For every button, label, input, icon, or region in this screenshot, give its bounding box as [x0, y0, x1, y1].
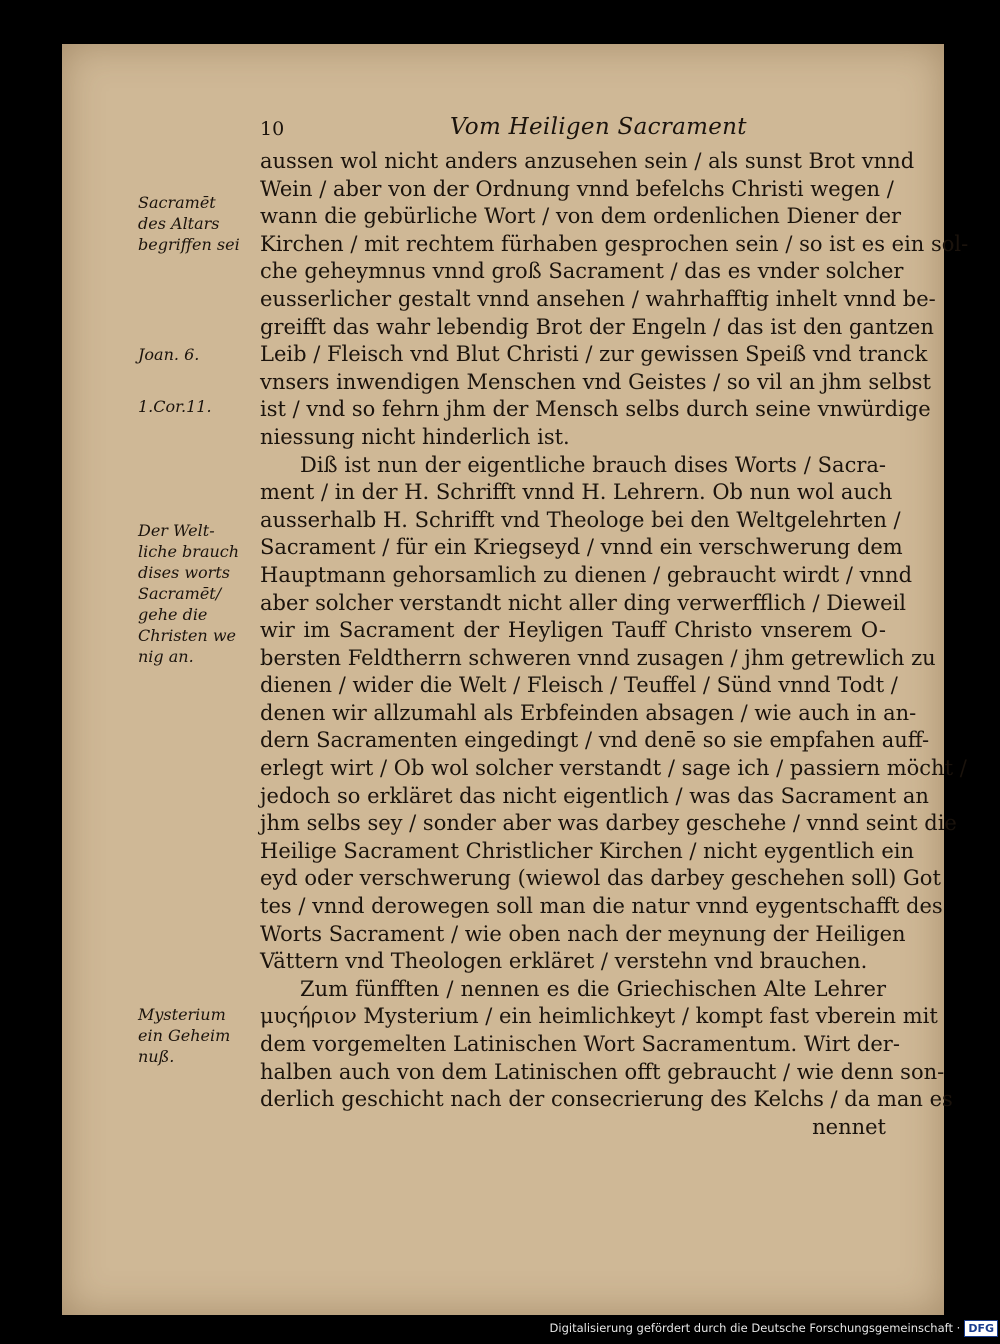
page-number: 10 [260, 118, 285, 140]
text-line: Heilige Sacrament Christlicher Kirchen / nicht eygentlich ein [260, 838, 915, 863]
dfg-logo-icon: DFG [964, 1320, 998, 1337]
text-line: dem vorgemelten Latinischen Wort Sacramentum. Wirt der- [260, 1032, 900, 1056]
text-line: Zum fünfften / nennen es die Griechischen Alte Lehrer [300, 976, 886, 1001]
text-line: erlegt wirt / Ob wol solcher verstandt / sage ich / passiern möcht / [260, 756, 967, 781]
text-line: dern Sacramenten eingedingt / vnd denē so sie empfahen auff- [260, 728, 930, 753]
text-line: jhm selbs sey / sonder aber was darbey geschehe / vnnd seint die [260, 811, 957, 836]
running-head: Vom Heiligen Sacrament [450, 114, 747, 140]
text-line: halben auch von dem Latinischen offt gebraucht / wie denn son- [260, 1059, 945, 1084]
text-line: μυςήριον Mysterium / ein heimlichkeyt / kompt fast vberein mit [260, 1004, 938, 1029]
text-line: Diß ist nun der eigentliche brauch dises Worts / Sacra- [300, 452, 886, 477]
catchword: nennet [812, 1114, 886, 1139]
digitization-footer [550, 1318, 998, 1338]
text-line: greifft das wahr lebendig Brot der Engeln / das ist den gantzen [260, 314, 934, 339]
text-line: aber solcher verstandt nicht aller ding verwerfflich / Dieweil [260, 590, 907, 615]
margin-note: 1.Cor.11. [138, 397, 212, 416]
text-line: Leib / Fleisch vnd Blut Christi / zur gewissen Speiß vnd tranck [260, 342, 928, 367]
margin-note: Der Welt- liche brauch dises worts Sacramēt/ gehe die Christen we nig an. [138, 521, 240, 666]
text-line: wann die gebürliche Wort / von dem ordenlichen Diener der [260, 204, 902, 229]
body-text [260, 148, 969, 1141]
page-text [62, 44, 969, 1315]
text-line: Wein / aber von der Ordnung vnnd befelchs Christi wegen / [260, 176, 894, 201]
text-line: vnsers inwendigen Menschen vnd Geistes / so vil an jhm selbst [260, 369, 931, 394]
footer-credit: Digitalisierung gefördert durch die Deutsche Forschungsgemeinschaft · [549, 1321, 961, 1335]
text-line: wir im Sacrament der Heyligen Tauff Christo vnserem O- [260, 618, 886, 643]
book-page [62, 44, 969, 1315]
text-line: Vättern vnd Theologen erkläret / verstehn vnd brauchen. [260, 949, 868, 974]
text-line: ist / vnd so fehrn jhm der Mensch selbs durch seine vnwürdige [260, 397, 931, 422]
text-line: bersten Feldtherrn schweren vnnd zusagen / jhm getrewlich zu [260, 645, 936, 670]
text-line: eyd oder verschwerung (wiewol das darbey geschehen soll) Got [260, 866, 941, 891]
text-line: jedoch so erkläret das nicht eigentlich / was das Sacrament an [260, 783, 929, 808]
text-line: Kirchen / mit rechtem fürhaben gesprochen sein / so ist es ein sol- [260, 231, 969, 256]
text-line: Sacrament / für ein Kriegseyd / vnnd ein verschwerung dem [260, 535, 903, 560]
margin-note: Sacramēt des Altars begriffen sei [138, 193, 240, 254]
text-line: derlich geschicht nach der consecrierung des Kelchs / da man es [260, 1087, 953, 1112]
text-line: Hauptmann gehorsamlich zu dienen / gebraucht wirdt / vnnd [260, 562, 913, 587]
text-line: niessung nicht hinderlich ist. [260, 424, 570, 449]
text-line: tes / vnnd derowegen soll man die natur vnnd eygentschafft des [260, 894, 943, 919]
text-line: denen wir allzumahl als Erbfeinden absagen / wie auch in an- [260, 700, 917, 725]
text-line: Worts Sacrament / wie oben nach der meynung der Heiligen [260, 921, 906, 946]
text-line: eusserlicher gestalt vnnd ansehen / wahrhafftig inhelt vnnd be- [260, 286, 936, 311]
text-line: ment / in der H. Schrifft vnnd H. Lehrern. Ob nun wol auch [260, 480, 893, 505]
margin-note: Joan. 6. [138, 345, 200, 364]
text-line: ausserhalb H. Schrifft vnd Theologe bei den Weltgelehrten / [260, 507, 901, 532]
text-line: aussen wol nicht anders anzusehen sein / als sunst Brot vnnd [260, 149, 915, 173]
page-header [260, 114, 904, 144]
text-line: dienen / wider die Welt / Fleisch / Teuffel / Sünd vnnd Todt / [260, 673, 898, 698]
text-line: che geheymnus vnnd groß Sacrament / das es vnder solcher [260, 259, 904, 284]
margin-note: Mysterium ein Geheim nuß. [138, 1005, 231, 1066]
